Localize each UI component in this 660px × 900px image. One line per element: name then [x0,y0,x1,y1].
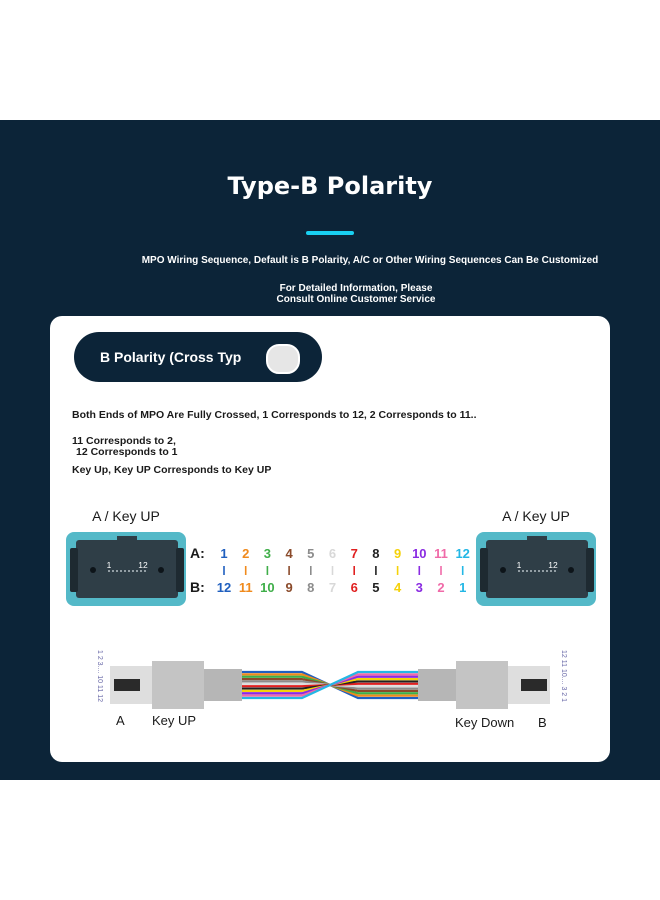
fiber-a-8: 8 [372,546,380,561]
fiber-b-12: 12 [216,580,232,595]
fiber-b-2: 2 [437,580,445,595]
left-mpo-connector [66,532,186,606]
cable-key-down-label: Key Down [455,715,515,730]
right-connector-label: A / Key UP [502,508,570,524]
contact-line-2: Consult Online Customer Service [276,294,436,305]
fiber-b-9: 9 [285,580,293,595]
left-sequence-label: 1 2 3.... 10 11 12 [96,650,103,703]
correspondence-line-2: 12 Corresponds to 1 [76,446,178,458]
fiber-b-7: 7 [328,580,337,595]
fiber-a-7: 7 [350,546,358,561]
left-port-end: 12 [138,560,148,570]
fiber-a-12: 12 [455,546,470,561]
fiber-mapping [217,546,470,595]
fiber-b-10: 10 [260,580,275,595]
left-connector-label: A / Key UP [92,508,160,524]
cable-fibers [242,672,418,698]
row-b-label: B: [190,579,205,595]
fiber-b-4: 4 [393,580,402,595]
right-port-start: 1 [516,560,522,570]
cable-key-up-label: Key UP [152,713,197,728]
right-port-end: 12 [548,560,558,570]
fiber-a-4: 4 [285,546,293,561]
fiber-b-8: 8 [307,580,315,595]
fiber-a-9: 9 [393,546,402,561]
right-mpo-connector [476,532,596,606]
left-port-start: 1 [106,560,112,570]
fiber-a-2: 2 [242,546,250,561]
fiber-b-5: 5 [372,580,380,595]
row-a-label: A: [190,545,205,561]
correspondence-line-1: 11 Corresponds to 2, [72,435,176,447]
contact-line-1: For Detailed Information, Please [279,283,433,294]
fiber-a-1: 1 [220,546,228,561]
fiber-a-11: 11 [434,546,448,561]
fiber-b-6: 6 [350,580,358,595]
crossing-description: Both Ends of MPO Are Fully Crossed, 1 Corresponds to 12, 2 Corresponds to 11.. [72,409,477,421]
cable-diagram [96,650,567,730]
fiber-b-1: 1 [459,580,467,595]
polarity-badge-label: B Polarity (Cross Typ [100,349,242,365]
fiber-a-3: 3 [263,546,272,561]
fiber-a-6: 6 [328,546,337,561]
fiber-a-10: 10 [412,546,427,561]
cable-end-b: B [538,715,547,730]
right-sequence-label: 12 11 10.... 3 2 1 [560,650,567,703]
cable-end-a: A [116,713,125,728]
page-title: Type-B Polarity [227,172,433,200]
fiber-a-5: 5 [307,546,315,561]
fiber-b-3: 3 [415,580,423,595]
key-orientation-text: Key Up, Key UP Corresponds to Key UP [72,464,272,476]
fiber-b-11: 11 [238,580,253,595]
wiring-subtitle: MPO Wiring Sequence, Default is B Polarity, A/C or Other Wiring Sequences Can Be Customized [141,255,599,266]
